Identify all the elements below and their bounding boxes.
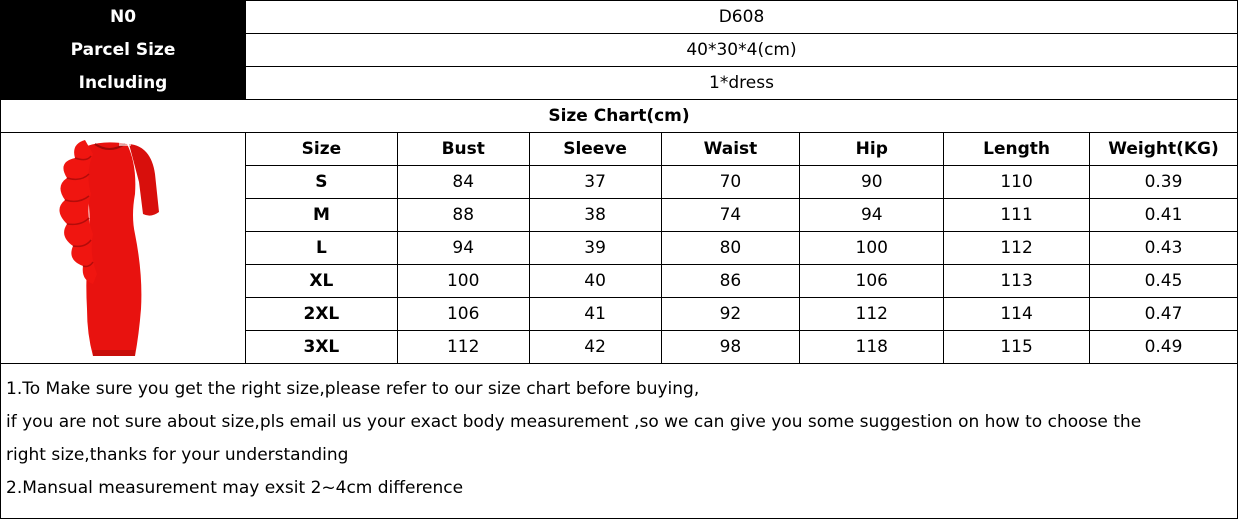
cell-bust: 106: [397, 298, 529, 331]
size-chart-title-row: [1, 100, 1238, 133]
cell-hip: 94: [800, 199, 944, 232]
cell-bust: 100: [397, 265, 529, 298]
cell-size: M: [246, 199, 398, 232]
info-label-including: Including: [1, 67, 246, 100]
cell-weight: 0.43: [1090, 232, 1238, 265]
cell-length: 111: [944, 199, 1090, 232]
cell-size: XL: [246, 265, 398, 298]
size-notes: [0, 363, 1238, 519]
col-header-size: Size: [246, 133, 398, 166]
cell-weight: 0.45: [1090, 265, 1238, 298]
cell-hip: 112: [800, 298, 944, 331]
info-value-including: 1*dress: [246, 67, 1238, 100]
red-ruffle-dress-image: [1, 134, 245, 362]
cell-sleeve: 41: [529, 298, 661, 331]
cell-bust: 84: [397, 166, 529, 199]
col-header-sleeve: Sleeve: [529, 133, 661, 166]
cell-size: 3XL: [246, 331, 398, 364]
col-header-bust: Bust: [397, 133, 529, 166]
info-value-number: D608: [246, 1, 1238, 34]
info-label-number: N0: [1, 1, 246, 34]
info-label-parcel-size: Parcel Size: [1, 34, 246, 67]
cell-weight: 0.49: [1090, 331, 1238, 364]
cell-hip: 90: [800, 166, 944, 199]
cell-sleeve: 39: [529, 232, 661, 265]
cell-hip: 118: [800, 331, 944, 364]
size-chart-title: Size Chart(cm): [1, 100, 1238, 133]
dress-image-cell: [1, 133, 246, 364]
cell-size: S: [246, 166, 398, 199]
cell-waist: 80: [661, 232, 800, 265]
cell-sleeve: 37: [529, 166, 661, 199]
col-header-weight: Weight(KG): [1090, 133, 1238, 166]
note-line-4: 2.Mansual measurement may exsit 2~4cm difference: [6, 478, 464, 498]
info-row-including: [1, 67, 1238, 100]
cell-waist: 70: [661, 166, 800, 199]
cell-length: 115: [944, 331, 1090, 364]
cell-length: 110: [944, 166, 1090, 199]
size-chart-header-row: [1, 133, 1238, 166]
cell-sleeve: 40: [529, 265, 661, 298]
cell-size: 2XL: [246, 298, 398, 331]
cell-weight: 0.39: [1090, 166, 1238, 199]
note-line-1: 1.To Make sure you get the right size,please refer to our size chart before buying,: [6, 379, 700, 399]
col-header-hip: Hip: [800, 133, 944, 166]
note-line-2: if you are not sure about size,pls email us your exact body measurement ,so we can give you some suggestion on how to choose the: [6, 412, 1142, 432]
cell-waist: 74: [661, 199, 800, 232]
cell-waist: 92: [661, 298, 800, 331]
cell-waist: 86: [661, 265, 800, 298]
cell-bust: 112: [397, 331, 529, 364]
cell-waist: 98: [661, 331, 800, 364]
info-row-number: [1, 1, 1238, 34]
cell-weight: 0.47: [1090, 298, 1238, 331]
cell-length: 114: [944, 298, 1090, 331]
info-value-parcel-size: 40*30*4(cm): [246, 34, 1238, 67]
cell-sleeve: 38: [529, 199, 661, 232]
cell-length: 112: [944, 232, 1090, 265]
note-line-3: right size,thanks for your understanding: [6, 445, 349, 465]
cell-weight: 0.41: [1090, 199, 1238, 232]
cell-sleeve: 42: [529, 331, 661, 364]
col-header-length: Length: [944, 133, 1090, 166]
cell-bust: 94: [397, 232, 529, 265]
cell-size: L: [246, 232, 398, 265]
cell-length: 113: [944, 265, 1090, 298]
cell-bust: 88: [397, 199, 529, 232]
info-row-parcel-size: [1, 34, 1238, 67]
cell-hip: 100: [800, 232, 944, 265]
cell-hip: 106: [800, 265, 944, 298]
col-header-waist: Waist: [661, 133, 800, 166]
